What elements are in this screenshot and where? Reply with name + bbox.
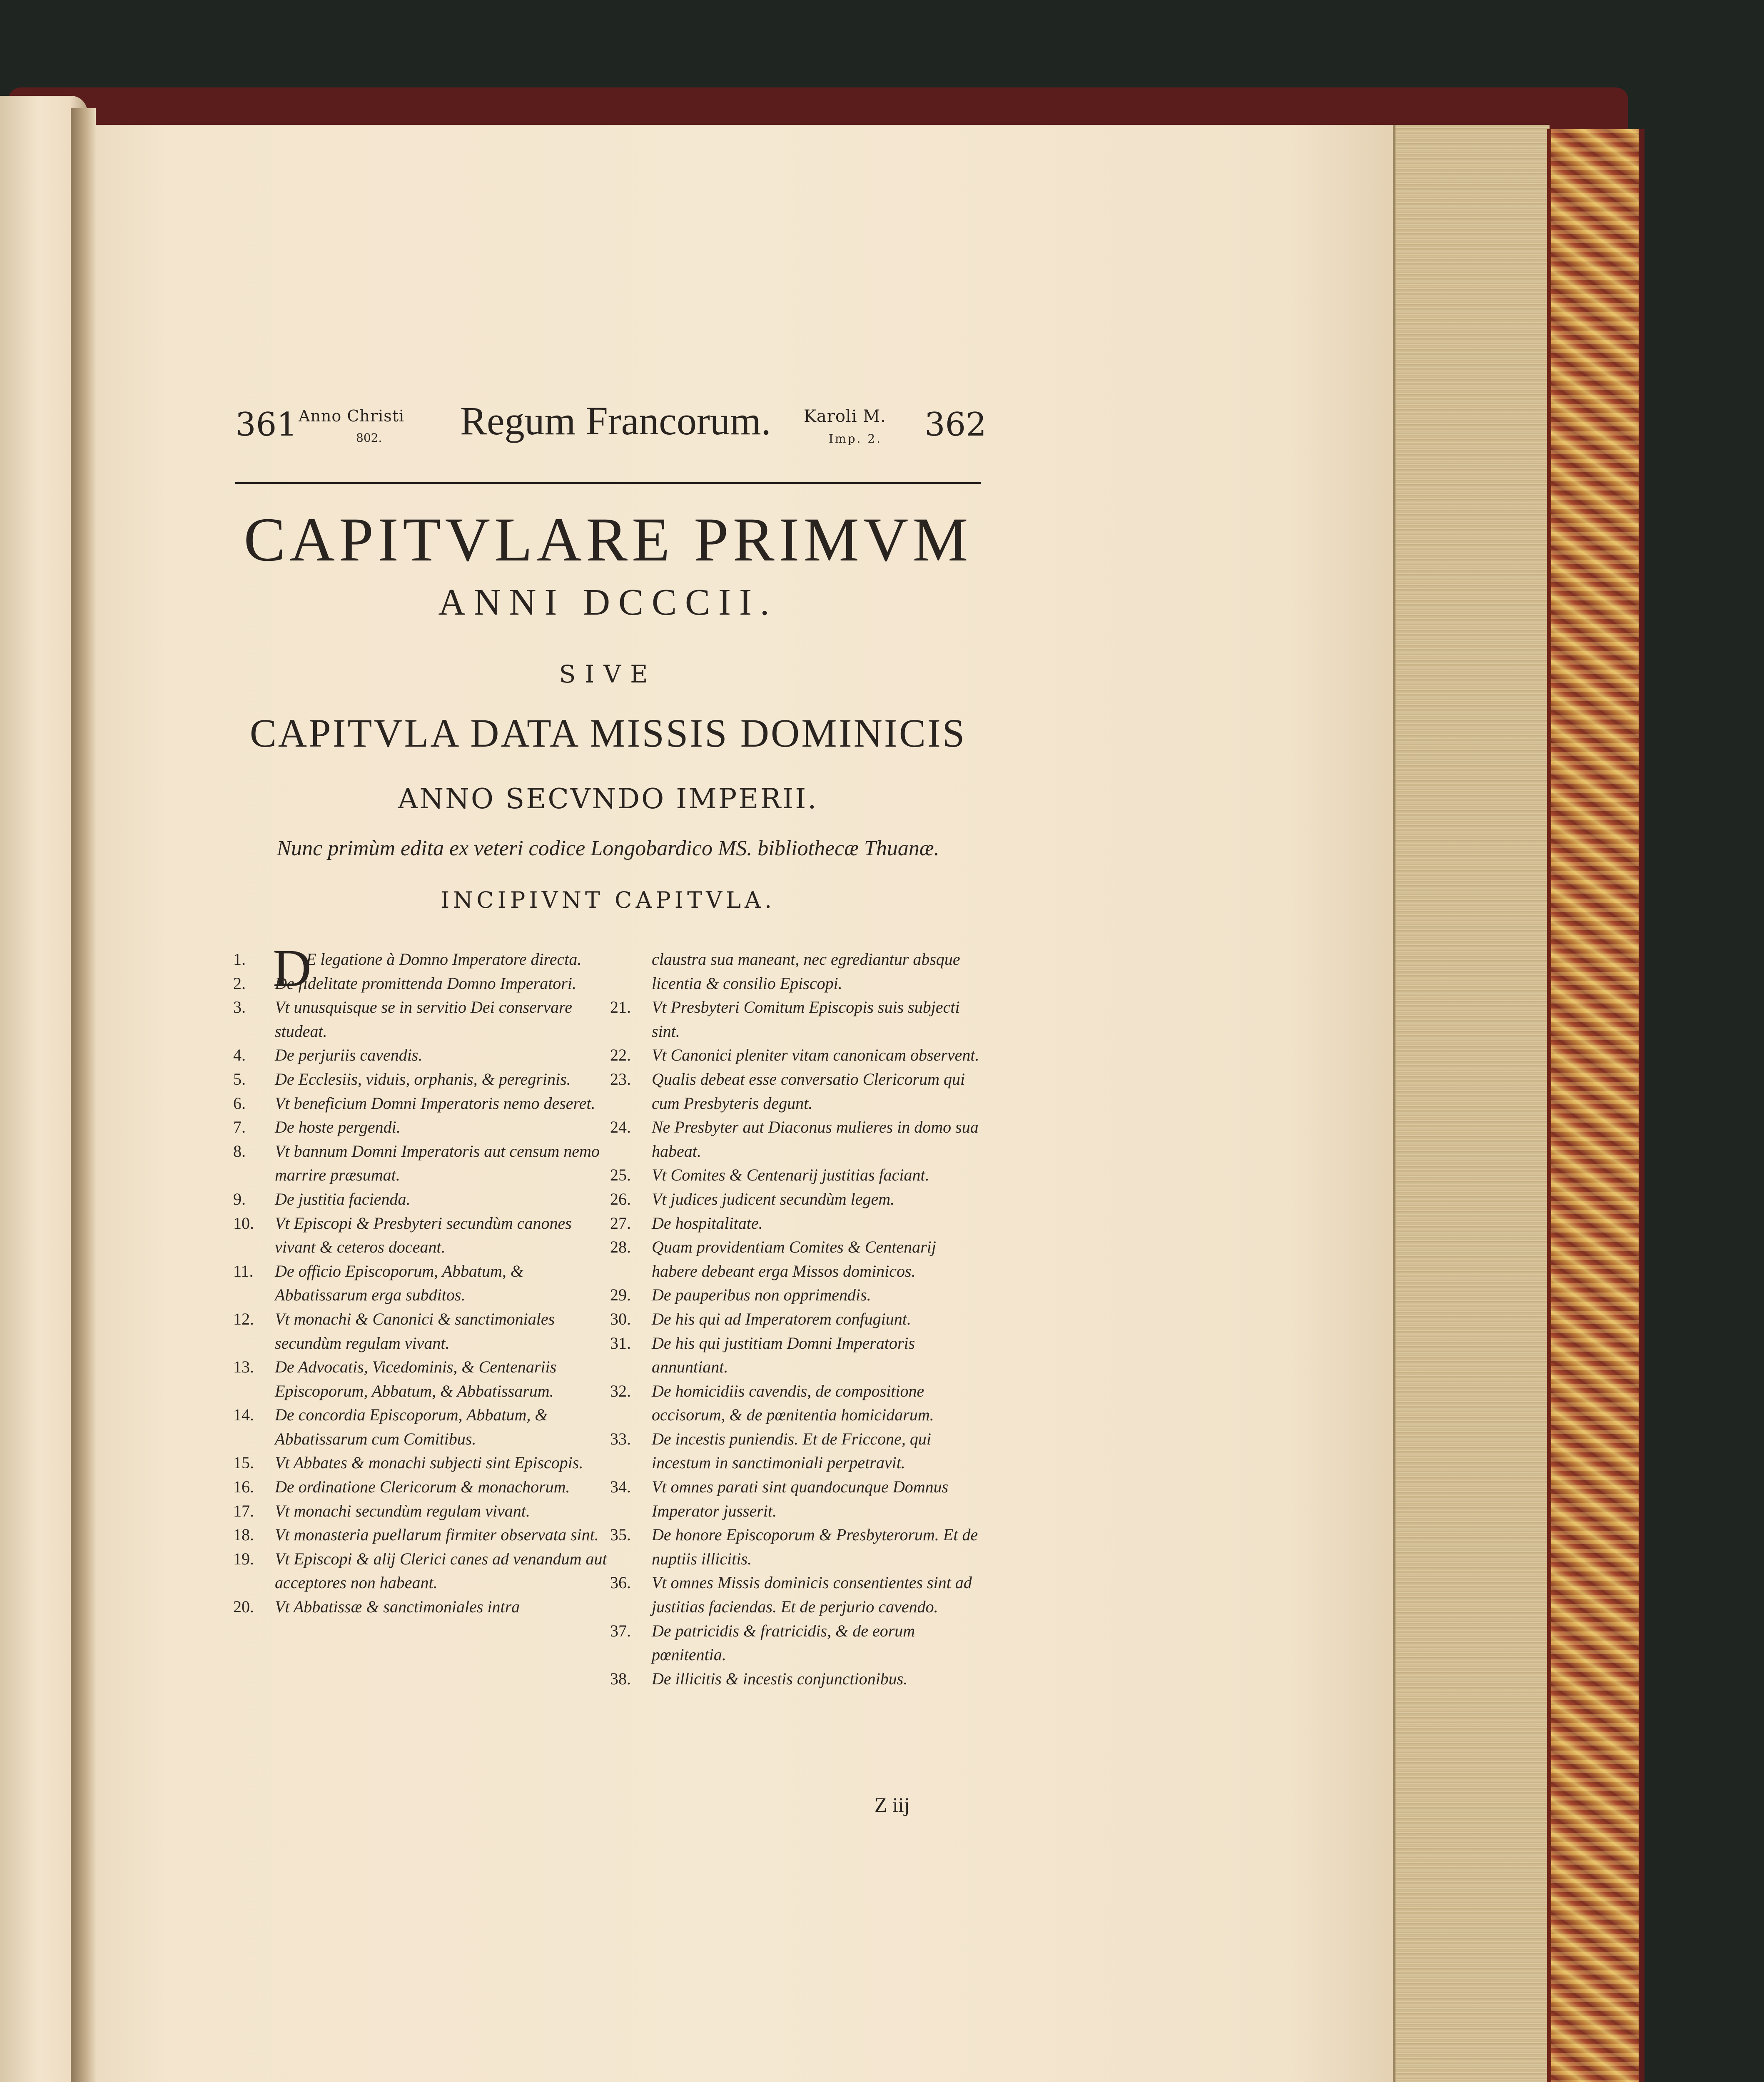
anno-christi-label: Anno Christi xyxy=(299,407,405,425)
chapter-text: De hospitalitate. xyxy=(652,1213,763,1233)
list-item xyxy=(233,1547,608,1595)
chapter-number: 4. xyxy=(233,1046,246,1065)
chapter-text: E legatione à Domno Imperatore directa. xyxy=(306,950,582,969)
chapter-text: Vt omnes Missis dominicis consentientes sint ad justitias faciendas. Et de perjurio cavendo. xyxy=(652,1573,972,1616)
list-item xyxy=(610,1331,985,1379)
list-item xyxy=(610,1043,985,1067)
list-item xyxy=(610,1619,985,1667)
document-title: CAPITVLARE PRIMVM xyxy=(244,505,972,574)
chapter-number: 16. xyxy=(233,1477,254,1497)
list-item xyxy=(233,1499,608,1523)
title-sive: SIVE xyxy=(559,660,657,688)
chapter-text: Ne Presbyter aut Diaconus mulieres in domo sua habeat. xyxy=(652,1118,979,1161)
list-item xyxy=(233,971,608,996)
list-item xyxy=(233,1139,608,1187)
list-item xyxy=(233,1355,608,1403)
chapter-text: De honore Episcoporum & Presbyterorum. Et de nuptiis illicitis. xyxy=(652,1525,978,1568)
chapter-text: De pauperibus non opprimendis. xyxy=(652,1285,871,1305)
chapter-number: 11. xyxy=(233,1261,254,1280)
chapter-text: Vt bannum Domni Imperatoris aut censum nemo marrire præsumat. xyxy=(275,1141,600,1185)
chapter-number: 35. xyxy=(610,1525,631,1544)
book-gutter xyxy=(71,108,96,2082)
list-item xyxy=(233,1115,608,1139)
chapter-text: Vt omnes parati sint quandocunque Domnus Imperator jusserit. xyxy=(652,1477,949,1520)
chapter-number: 7. xyxy=(233,1118,246,1137)
chapter-text: Quam providentiam Comites & Centenarij habere debeant erga Missos dominicos. xyxy=(652,1238,936,1280)
list-item xyxy=(610,1523,985,1571)
list-item xyxy=(610,1187,985,1211)
chapter-number: 10. xyxy=(233,1213,254,1233)
chapter-number: 31. xyxy=(610,1333,631,1352)
chapter-number: 34. xyxy=(610,1477,631,1497)
chapter-text: De concordia Episcoporum, Abbatum, & Abbatissarum cum Comitibus. xyxy=(275,1405,548,1448)
list-item xyxy=(233,1211,608,1259)
list-item xyxy=(233,1187,608,1211)
page-number-left: 361 xyxy=(235,406,297,443)
chapter-number: 24. xyxy=(610,1118,631,1137)
chapter-number: 1. xyxy=(233,950,246,969)
chapter-number: 8. xyxy=(233,1141,246,1161)
chapter-text: De hoste pergendi. xyxy=(275,1118,401,1137)
list-item xyxy=(233,1403,608,1451)
list-item xyxy=(233,1091,608,1116)
list-item xyxy=(233,1523,608,1547)
list-item-continuation: claustra sua maneant, nec egrediantur absque licentia & consilio Episcopi. xyxy=(652,950,960,993)
chapter-number: 20. xyxy=(233,1597,254,1616)
chapter-number: 22. xyxy=(610,1046,631,1065)
chapter-number: 18. xyxy=(233,1525,254,1544)
list-item xyxy=(610,1115,985,1163)
list-item xyxy=(233,1307,608,1355)
chapter-number: 6. xyxy=(233,1093,246,1113)
chapter-number: 33. xyxy=(610,1429,631,1448)
chapter-text: Vt unusquisque se in servitio Dei conservare studeat. xyxy=(275,998,572,1041)
title-year: ANNI DCCCII. xyxy=(438,582,778,623)
chapter-list-left xyxy=(233,939,608,1619)
chapter-number: 25. xyxy=(610,1166,631,1185)
list-item xyxy=(233,1475,608,1499)
chapter-text: Vt Abbatissæ & sanctimoniales intra xyxy=(275,1597,520,1616)
list-item xyxy=(233,995,608,1043)
chapter-text: Vt monasteria puellarum firmiter observata sint. xyxy=(275,1525,599,1544)
chapter-text: De patricidis & fratricidis, & de eorum pœnitentia. xyxy=(652,1621,915,1664)
chapter-text: De homicidiis cavendis, de compositione occisorum, & de pœnitentia homicidarum. xyxy=(652,1381,934,1425)
list-item xyxy=(610,1163,985,1187)
page-number-right: 362 xyxy=(924,406,987,443)
chapter-number: 37. xyxy=(610,1621,631,1640)
title-anno-secundo: ANNO SECVNDO IMPERII. xyxy=(398,783,818,815)
chapter-text: De perjuriis cavendis. xyxy=(275,1046,423,1065)
drop-cap: D xyxy=(273,939,311,998)
running-title: Regum Francorum. xyxy=(460,398,771,443)
page-block-edges xyxy=(1393,125,1550,2082)
chapter-number: 19. xyxy=(233,1549,254,1568)
chapter-text: Vt Comites & Centenarij justitias faciant. xyxy=(652,1166,929,1185)
subtitle: Nunc primùm edita ex veteri codice Longobardico MS. bibliothecæ Thuanæ. xyxy=(277,837,939,860)
imperial-year: Imp. 2. xyxy=(829,432,882,446)
chapter-text: De his qui justitiam Domni Imperatoris annuntiant. xyxy=(652,1333,915,1377)
list-item xyxy=(610,1067,985,1115)
chapter-text: Vt monachi & Canonici & sanctimoniales secundùm regulam vivant. xyxy=(275,1309,555,1352)
header-rule xyxy=(235,482,981,484)
list-item xyxy=(610,995,985,1043)
chapter-text: Vt Presbyteri Comitum Episcopis suis subjecti sint. xyxy=(652,998,960,1041)
chapter-number: 36. xyxy=(610,1573,631,1592)
title-capitula: CAPITVLA DATA MISSIS DOMINICIS xyxy=(249,711,967,755)
incipiunt-heading: INCIPIVNT CAPITVLA. xyxy=(440,887,776,913)
chapter-number: 5. xyxy=(233,1069,246,1088)
chapter-text: De ordinatione Clericorum & monachorum. xyxy=(275,1477,570,1497)
anno-year: 802. xyxy=(356,431,382,445)
list-item xyxy=(610,1667,985,1691)
list-item xyxy=(233,1595,608,1619)
list-item xyxy=(610,1379,985,1427)
chapter-number: 38. xyxy=(610,1669,631,1688)
marbled-spine-edge xyxy=(1547,129,1644,2082)
chapter-text: De Ecclesiis, viduis, orphanis, & peregrinis. xyxy=(275,1069,571,1088)
list-item xyxy=(233,1043,608,1067)
list-item xyxy=(233,1451,608,1475)
chapter-number: 17. xyxy=(233,1501,254,1520)
chapter-text: Vt judices judicent secundùm legem. xyxy=(652,1189,895,1208)
chapter-text: Vt beneficium Domni Imperatoris nemo deseret. xyxy=(275,1093,595,1113)
chapter-number: 32. xyxy=(610,1381,631,1400)
chapter-text: Vt Abbates & monachi subjecti sint Episcopis. xyxy=(275,1453,583,1472)
chapter-text: De his qui ad Imperatorem confugiunt. xyxy=(652,1309,911,1328)
chapter-number: 3. xyxy=(233,998,246,1017)
chapter-list-right xyxy=(610,947,985,1691)
chapter-text: De officio Episcoporum, Abbatum, & Abbatissarum erga subditos. xyxy=(275,1261,523,1305)
chapter-text: De justitia facienda. xyxy=(275,1189,411,1208)
chapter-text: Qualis debeat esse conversatio Clericorum qui cum Presbyteris degunt. xyxy=(652,1069,965,1113)
chapter-text: Vt Episcopi & Presbyteri secundùm canones vivant & ceteros doceant. xyxy=(275,1213,572,1257)
chapter-text: Vt Episcopi & alij Clerici canes ad venandum aut acceptores non habeant. xyxy=(275,1549,607,1592)
chapter-number: 12. xyxy=(233,1309,254,1328)
chapter-number: 15. xyxy=(233,1453,254,1472)
chapter-number: 23. xyxy=(610,1069,631,1088)
chapter-number: 29. xyxy=(610,1285,631,1305)
signature-mark: Z iij xyxy=(875,1793,910,1816)
chapter-text: Vt Canonici pleniter vitam canonicam observent. xyxy=(652,1046,979,1065)
list-item xyxy=(610,1571,985,1619)
list-item xyxy=(610,1427,985,1475)
list-item xyxy=(233,1259,608,1307)
chapter-text: De incestis puniendis. Et de Friccone, qui incestum in sanctimoniali perpetravit. xyxy=(652,1429,931,1472)
chapter-number: 14. xyxy=(233,1405,254,1425)
chapter-number: 2. xyxy=(233,974,246,993)
list-item xyxy=(610,1283,985,1307)
list-item xyxy=(233,1067,608,1091)
chapter-number: 30. xyxy=(610,1309,631,1328)
list-item xyxy=(610,1211,985,1235)
chapter-number: 27. xyxy=(610,1213,631,1233)
karoli-label: Karoli M. xyxy=(804,407,886,426)
list-item xyxy=(610,1235,985,1283)
list-item xyxy=(610,1307,985,1331)
chapter-text: Vt monachi secundùm regulam vivant. xyxy=(275,1501,530,1520)
running-head xyxy=(235,398,987,460)
chapter-number: 9. xyxy=(233,1189,246,1208)
chapter-text: De fidelitate promittenda Domno Imperatori. xyxy=(275,974,576,993)
chapter-number: 26. xyxy=(610,1189,631,1208)
chapter-number: 13. xyxy=(233,1357,254,1377)
chapter-text: De Advocatis, Vicedominis, & Centenariis Episcoporum, Abbatum, & Abbatissarum. xyxy=(275,1357,557,1400)
list-item xyxy=(610,1475,985,1523)
chapter-number: 21. xyxy=(610,998,631,1017)
chapter-text: De illicitis & incestis conjunctionibus. xyxy=(652,1669,908,1688)
chapter-number: 28. xyxy=(610,1238,631,1257)
